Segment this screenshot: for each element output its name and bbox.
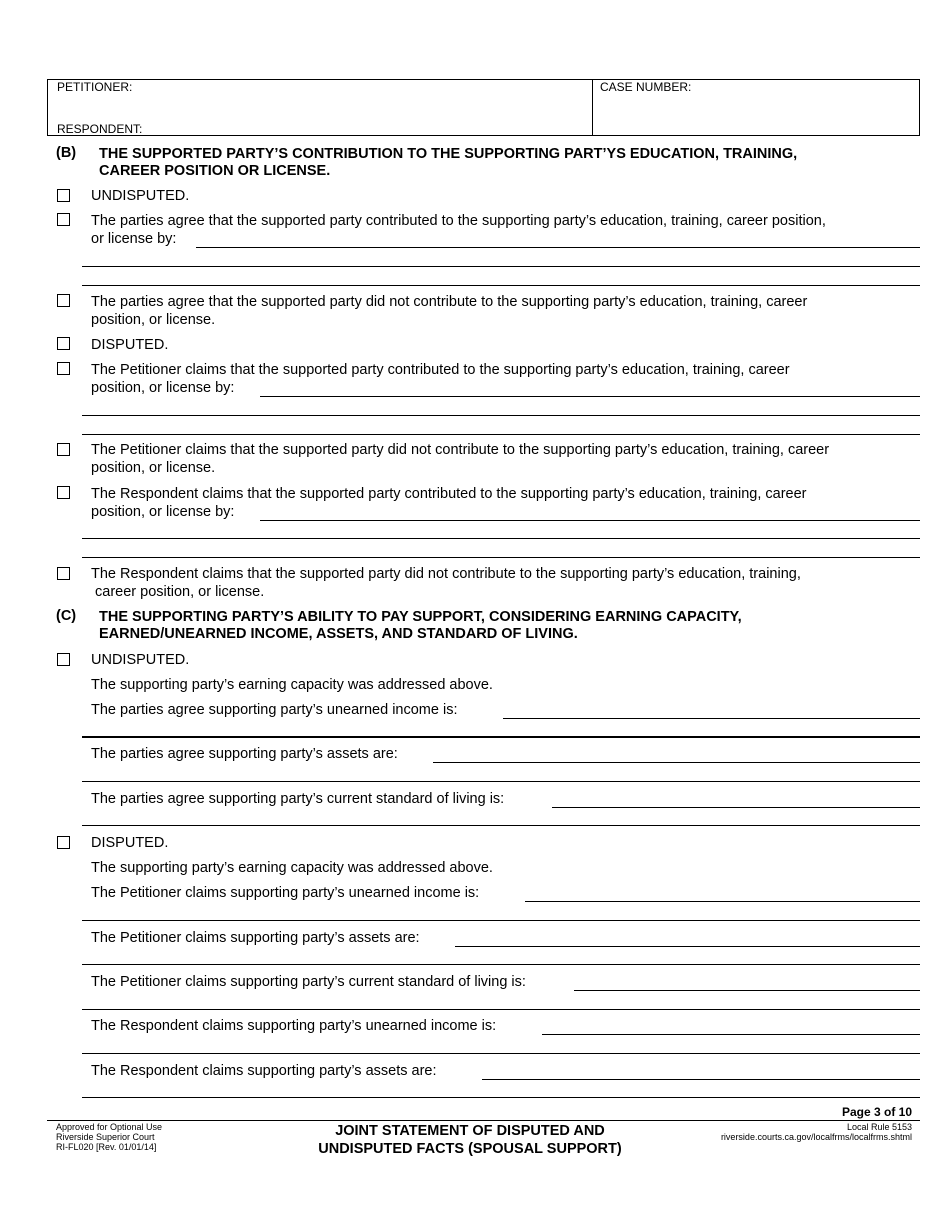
b-pet-contrib-checkbox[interactable] — [57, 362, 70, 375]
c-pet-assets-label: The Petitioner claims supporting party’s assets are: — [91, 930, 420, 946]
b-pet-no-contrib-text1: The Petitioner claims that the supported party did not contribute to the supporting party’s education, training, career — [91, 442, 830, 458]
b-resp-contrib-fill-line[interactable] — [260, 520, 920, 521]
c-pet-assets-fill-line[interactable] — [455, 946, 920, 947]
c-earning-addressed-1: The supporting party’s earning capacity was addressed above. — [91, 677, 493, 693]
c-resp-unearned-fill-line[interactable] — [542, 1034, 920, 1035]
caption-divider — [592, 80, 593, 135]
section-c-letter: (C) — [56, 608, 77, 624]
petitioner-label: PETITIONER: — [57, 80, 133, 94]
c-resp-unearned-label: The Respondent claims supporting party’s unearned income is: — [91, 1018, 497, 1034]
b-resp-no-contrib-checkbox[interactable] — [57, 567, 70, 580]
c-agree-standard-fill-line2[interactable] — [82, 825, 920, 826]
b-undisputed-label: UNDISPUTED. — [91, 188, 190, 204]
section-c-title-line2: EARNED/UNEARNED INCOME, ASSETS, AND STANDARD OF LIVING. — [99, 626, 578, 642]
footer-title-line1: JOINT STATEMENT OF DISPUTED AND — [335, 1123, 605, 1139]
respondent-label: RESPONDENT: — [57, 122, 143, 136]
c-agree-unearned-fill-line[interactable] — [503, 718, 920, 719]
c-pet-unearned-fill-line2[interactable] — [82, 920, 920, 921]
c-agree-unearned-label: The parties agree supporting party’s unearned income is: — [91, 702, 458, 718]
section-b-letter: (B) — [56, 145, 77, 161]
b-agree-contrib-text2: or license by: — [91, 231, 177, 247]
footer-approved: Approved for Optional Use — [56, 1122, 163, 1132]
c-resp-assets-fill-line2[interactable] — [82, 1097, 920, 1098]
c-resp-unearned-fill-line2[interactable] — [82, 1053, 920, 1054]
c-disputed-checkbox[interactable] — [57, 836, 70, 849]
section-c-title-line1: THE SUPPORTING PARTY’S ABILITY TO PAY SUPPORT, CONSIDERING EARNING CAPACITY, — [99, 609, 742, 625]
section-b-title-line2: CAREER POSITION OR LICENSE. — [99, 163, 331, 179]
b-pet-contrib-fill-line3[interactable] — [82, 434, 920, 435]
c-agree-assets-label: The parties agree supporting party’s assets are: — [91, 746, 398, 762]
b-agree-no-contrib-text2: position, or license. — [91, 312, 216, 328]
footer-form-id: RI-FL020 [Rev. 01/01/14] — [56, 1142, 157, 1152]
b-disputed-label: DISPUTED. — [91, 337, 169, 353]
b-resp-contrib-fill-line3[interactable] — [82, 557, 920, 558]
c-pet-standard-fill-line[interactable] — [574, 990, 920, 991]
c-agree-standard-fill-line[interactable] — [552, 807, 920, 808]
caption-box — [47, 79, 920, 136]
b-pet-contrib-fill-line[interactable] — [260, 396, 920, 397]
b-resp-no-contrib-text2: career position, or license. — [95, 584, 265, 600]
b-undisputed-checkbox[interactable] — [57, 189, 70, 202]
b-resp-contrib-text1: The Respondent claims that the supported party contributed to the supporting party’s education, training, career — [91, 486, 807, 502]
b-resp-contrib-checkbox[interactable] — [57, 486, 70, 499]
b-agree-no-contrib-text1: The parties agree that the supported party did not contribute to the supporting party’s education, training, career — [91, 294, 808, 310]
c-pet-standard-label: The Petitioner claims supporting party’s current standard of living is: — [91, 974, 526, 990]
b-agree-contrib-fill-line3[interactable] — [82, 285, 920, 286]
footer-url[interactable]: riverside.courts.ca.gov/localfrms/localfrms.shtml — [720, 1132, 912, 1142]
c-resp-assets-label: The Respondent claims supporting party’s assets are: — [91, 1063, 437, 1079]
c-agree-assets-fill-line[interactable] — [433, 762, 920, 763]
b-pet-no-contrib-text2: position, or license. — [91, 460, 216, 476]
b-pet-contrib-fill-line2[interactable] — [82, 415, 920, 416]
c-undisputed-checkbox[interactable] — [57, 653, 70, 666]
c-agree-standard-label: The parties agree supporting party’s current standard of living is: — [91, 791, 505, 807]
footer-local-rule: Local Rule 5153 — [846, 1122, 912, 1132]
footer-court: Riverside Superior Court — [56, 1132, 155, 1142]
b-agree-contrib-text1: The parties agree that the supported party contributed to the supporting party’s education, training, career position, — [91, 213, 826, 229]
b-agree-contrib-fill-line2[interactable] — [82, 266, 920, 267]
b-pet-contrib-text1: The Petitioner claims that the supported party contributed to the supporting party’s education, training, career — [91, 362, 790, 378]
b-disputed-checkbox[interactable] — [57, 337, 70, 350]
case-number-label: CASE NUMBER: — [600, 80, 692, 94]
b-resp-no-contrib-text1: The Respondent claims that the supported party did not contribute to the supporting party’s education, training, — [91, 566, 801, 582]
footer-rule — [47, 1120, 920, 1121]
b-resp-contrib-fill-line2[interactable] — [82, 538, 920, 539]
c-pet-standard-fill-line2[interactable] — [82, 1009, 920, 1010]
c-disputed-label: DISPUTED. — [91, 835, 169, 851]
c-agree-assets-fill-line2[interactable] — [82, 781, 920, 782]
b-agree-contrib-fill-line[interactable] — [196, 247, 920, 248]
b-resp-contrib-text2: position, or license by: — [91, 504, 235, 520]
b-pet-no-contrib-checkbox[interactable] — [57, 443, 70, 456]
c-earning-addressed-2: The supporting party’s earning capacity was addressed above. — [91, 860, 493, 876]
page-number: Page 3 of 10 — [841, 1105, 912, 1119]
b-agree-no-contrib-checkbox[interactable] — [57, 294, 70, 307]
c-pet-assets-fill-line2[interactable] — [82, 964, 920, 965]
c-resp-assets-fill-line[interactable] — [482, 1079, 920, 1080]
footer-title-line2: UNDISPUTED FACTS (SPOUSAL SUPPORT) — [318, 1141, 622, 1157]
c-agree-unearned-fill-line2[interactable] — [82, 736, 920, 738]
c-pet-unearned-fill-line[interactable] — [525, 901, 920, 902]
b-pet-contrib-text2: position, or license by: — [91, 380, 235, 396]
section-b-title-line1: THE SUPPORTED PARTY’S CONTRIBUTION TO THE SUPPORTING PART’YS EDUCATION, TRAINING, — [99, 146, 798, 162]
c-undisputed-label: UNDISPUTED. — [91, 652, 190, 668]
b-agree-contrib-checkbox[interactable] — [57, 213, 70, 226]
c-pet-unearned-label: The Petitioner claims supporting party’s unearned income is: — [91, 885, 480, 901]
